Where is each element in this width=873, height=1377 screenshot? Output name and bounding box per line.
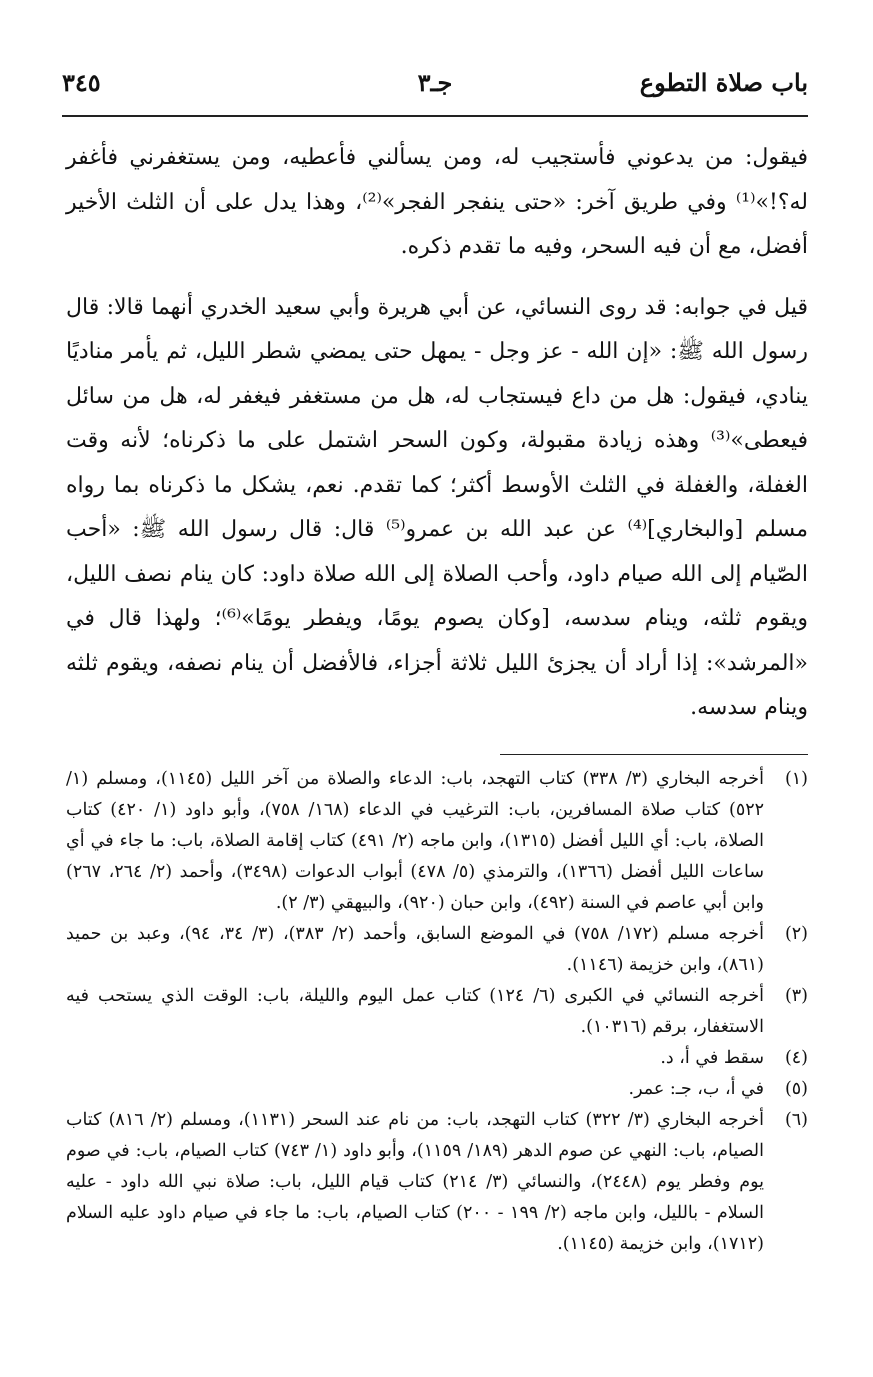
footnote-text: سقط في أ، د. — [660, 1048, 764, 1068]
footnote-item — [66, 1074, 808, 1105]
footnote-text: أخرجه مسلم (١٧٢/ ٧٥٨) في الموضع السابق، وأحمد (٢/ ٣٨٣)، (٣/ ٣٤، ٩٤)، وعبد بن حميد (٨٦١)، وابن خزيمة (١١٤٦). — [66, 924, 764, 975]
footnote-item — [66, 1043, 808, 1074]
footnote-text: أخرجه النسائي في الكبرى (٦/ ١٢٤) كتاب عمل اليوم والليلة، باب: الوقت الذي يستحب فيه الاستغفار، برقم (١٠٣١٦). — [66, 986, 764, 1037]
footnote-item — [66, 981, 808, 1043]
footnote-item — [66, 764, 808, 919]
main-text — [66, 136, 808, 731]
footnote-item — [66, 1105, 808, 1260]
footnote-item — [66, 919, 808, 981]
footnote-text: في أ، ب، جـ: عمر. — [628, 1079, 764, 1099]
footnotes — [66, 764, 808, 1260]
footnote-divider — [500, 754, 808, 755]
running-header — [62, 62, 808, 106]
footnote-number: (٤) — [784, 1048, 808, 1068]
footnote-text: أخرجه البخاري (٣/ ٣٣٨) كتاب التهجد، باب: الدعاء والصلاة من آخر الليل (١١٤٥)، ومسلم (١/ ٥٢٢) كتاب صلاة المسافرين، باب: الترغيب في الدعاء (١٦٨/ ٧٥٨)، وأبو داود (١/ ٤٢٠) كتاب الصلاة، باب: أي الليل أفضل (١٣١٥)، وابن ماجه (٢/ ٤٩١) كتاب إقامة الصلاة، باب: ما جاء في أي ساعات الليل أفضل (١٣٦٦)، والترمذي (٥/ ٤٧٨) أبواب الدعوات (٣٤٩٨)، وأحمد (٢/ ٢٦٤، ٢٦٧) وابن أبي عاصم في السنة (٤٩٢)، وابن حبان (٩٢٠)، والبيهقي (٣/ ٢). — [66, 769, 765, 913]
volume-label: جـ٣ — [417, 68, 453, 97]
footnote-number: (٥) — [784, 1079, 808, 1099]
footnote-number: (١) — [784, 769, 808, 789]
paragraph: قيل في جوابه: قد روى النسائي، عن أبي هريرة وأبي سعيد الخدري أنهما قالا: قال رسول الله ﷺ: «إن الله - عز وجل - يمهل حتى يمضي شطر الليل، ثم يأمر مناديًا ينادي، فيقول: هل من داع فيستجاب له، هل من مستغفر فيغفر له، هل من سائل فيعطى»⁽³⁾ وهذه زيادة مقبولة، وكون السحر اشتمل على ما ذكرناه؛ لأنه وقت الغفلة، والغفلة في الثلث الأوسط أكثر؛ كما تقدم. نعم، يشكل ما ذكرناه بما رواه مسلم [والبخاري]⁽⁴⁾ عن عبد الله بن عمرو⁽⁵⁾ قال: قال رسول الله ﷺ: «أحب الصّيام إلى الله صيام داود، وأحب الصلاة إلى الله صلاة داود: كان ينام نصف الليل، ويقوم ثلثه، وينام سدسه، [وكان يصوم يومًا، ويفطر يومًا»⁽⁶⁾؛ ولهذا قال في «المرشد»: إذا أراد أن يجزئ الليل ثلاثة أجزاء، فالأفضل أن ينام نصفه، ويقوم ثلثه وينام سدسه. — [66, 294, 808, 720]
footnote-text: أخرجه البخاري (٣/ ٣٢٢) كتاب التهجد، باب: من نام عند السحر (١١٣١)، ومسلم (٢/ ٨١٦) كتاب الصيام، باب: النهي عن صوم الدهر (١٨٩/ ١١٥٩)، وأبو داود (١/ ٧٤٣) كتاب الصيام، باب: في صوم يوم وفطر يوم (٢٤٤٨)، والنسائي (٣/ ٢١٤) كتاب قيام الليل، باب: صلاة نبي الله داود - عليه السلام - بالليل، وابن ماجه (٢/ ١٩٩ - ٢٠٠) كتاب الصيام، باب: ما جاء في صيام داود عليه السلام (١٧١٢)، وابن خزيمة (١١٤٥). — [66, 1110, 765, 1254]
paragraph: فيقول: من يدعوني فأستجيب له، ومن يسألني فأعطيه، ومن يستغفرني فأغفر له؟!»⁽¹⁾ وفي طريق آخر: «حتى ينفجر الفجر»⁽²⁾، وهذا يدل على أن الثلث الأخير أفضل، مع أن فيه السحر، وفيه ما تقدم ذكره. — [66, 145, 808, 259]
footnote-number: (٣) — [784, 986, 808, 1006]
header-divider — [62, 115, 808, 117]
chapter-title: باب صلاة التطوع — [639, 68, 808, 97]
page-number: ٣٤٥ — [62, 68, 101, 97]
footnote-number: (٢) — [784, 924, 808, 944]
footnote-number: (٦) — [784, 1110, 808, 1130]
